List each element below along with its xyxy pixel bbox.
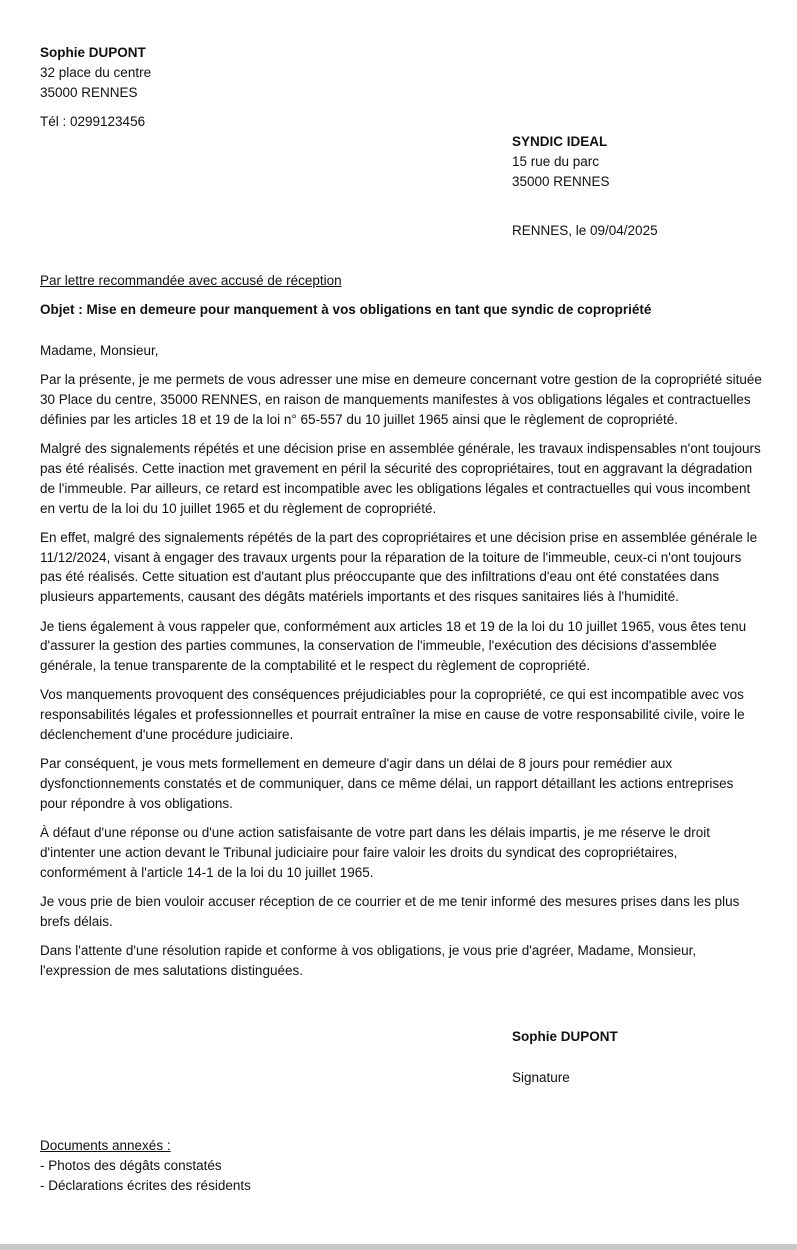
annex-item: - Photos des dégâts constatés [40, 1157, 222, 1173]
body-paragraph: Par la présente, je me permets de vous adresser une mise en demeure concernant votre gestion de la copropriété située 30 Place du centre, 35000 RENNES, en raison de manquements manifestes à vos obligations légales et contractuelles définies par les articles 18 et 19 de la loi n° 65-557 du 10 juillet 1965 ainsi que le règlement de copropriété. [40, 372, 762, 427]
page-bottom-divider [0, 1244, 797, 1250]
body-paragraph: Vos manquements provoquent des conséquences préjudiciables pour la copropriété, ce qui est incompatible avec vos responsabilités légales et professionnelles et pourrait entraîner la mise en cause de votre responsabilité civile, voire le déclenchement d'une procédure judiciaire. [40, 687, 745, 743]
body-paragraph: Malgré des signalements répétés et une décision prise en assemblée générale, les travaux indispensables n'ont toujours pas été réalisés. Cette inaction met gravement en péril la sécurité des copropriétaires, tout en aggravant la dégradation de l'immeuble. Par ailleurs, ce retard est incompatible avec les obligations légales et contractuelles qui vous incombent en vertu de la loi du 10 juillet 1965 et du règlement de copropriété. [40, 441, 761, 516]
body-paragraph: En effet, malgré des signalements répétés de la part des copropriétaires et une décision prise en assemblée générale le 11/12/2024, visant à engager des travaux urgents pour la réparation de la toiture de l'immeuble, ceux-ci n'ont toujours pas été réalisés. Cette situation est d'autant plus préoccupante que des infiltrations d'eau ont été constatées dans plusieurs appartements, causant des dégâts matériels importants et des risques sanitaires liés à l'humidité. [40, 529, 758, 605]
letter-date: RENNES, le 09/04/2025 [512, 223, 658, 238]
sender-phone: Tél : 0299123456 [40, 114, 146, 130]
signoff-block [512, 1027, 772, 1088]
signature-label: Signature [512, 1069, 570, 1085]
recipient-address-line2: 35000 RENNES [512, 173, 610, 189]
body-paragraph: Par conséquent, je vous mets formellement en demeure d'agir dans un délai de 8 jours pour remédier aux dysfonctionnements constatés et de communiquer, dans ce même délai, un rapport détaillant les actions entreprises pour répondre à vos obligations. [40, 756, 734, 811]
sender-name: Sophie DUPONT [40, 45, 146, 60]
annexes-heading: Documents annexés : [40, 1138, 171, 1153]
recipient-name: SYNDIC IDEAL [512, 134, 608, 149]
salutation: Madame, Monsieur, [40, 343, 159, 358]
annexes-block [40, 1136, 440, 1195]
signoff-name: Sophie DUPONT [512, 1029, 618, 1044]
recipient-block [512, 132, 772, 191]
delivery-mode: Par lettre recommandée avec accusé de réception [40, 273, 342, 288]
annex-item: - Déclarations écrites des résidents [40, 1177, 251, 1193]
body-paragraph: À défaut d'une réponse ou d'une action satisfaisante de votre part dans les délais impartis, je me réserve le droit d'intenter une action devant le Tribunal judiciaire pour faire valoir les droits du syndicat des copropriétaires, conformément à l'article 14-1 de la loi du 10 juillet 1965. [40, 825, 711, 880]
letter-subject: Objet : Mise en demeure pour manquement à vos obligations en tant que syndic de copropriété [40, 302, 652, 317]
sender-address-line2: 35000 RENNES [40, 84, 138, 100]
sender-address-line1: 32 place du centre [40, 64, 152, 80]
body-paragraph: Je tiens également à vous rappeler que, conformément aux articles 18 et 19 de la loi du 10 juillet 1965, vous êtes tenu d'assurer la gestion des parties communes, la conservation de l'immeuble, l'exécution des décisions d'assemblée générale, la tenue transparente de la comptabilité et le respect du règlement de copropriété. [40, 618, 747, 674]
sender-block [40, 43, 400, 132]
letter-body [40, 341, 762, 990]
recipient-address-line1: 15 rue du parc [512, 153, 600, 169]
body-paragraph: Je vous prie de bien vouloir accuser réception de ce courrier et de me tenir informé des mesures prises dans les plus brefs délais. [40, 894, 740, 929]
body-paragraph: Dans l'attente d'une résolution rapide et conforme à vos obligations, je vous prie d'agréer, Madame, Monsieur, l'expression de mes salutations distinguées. [40, 943, 697, 979]
